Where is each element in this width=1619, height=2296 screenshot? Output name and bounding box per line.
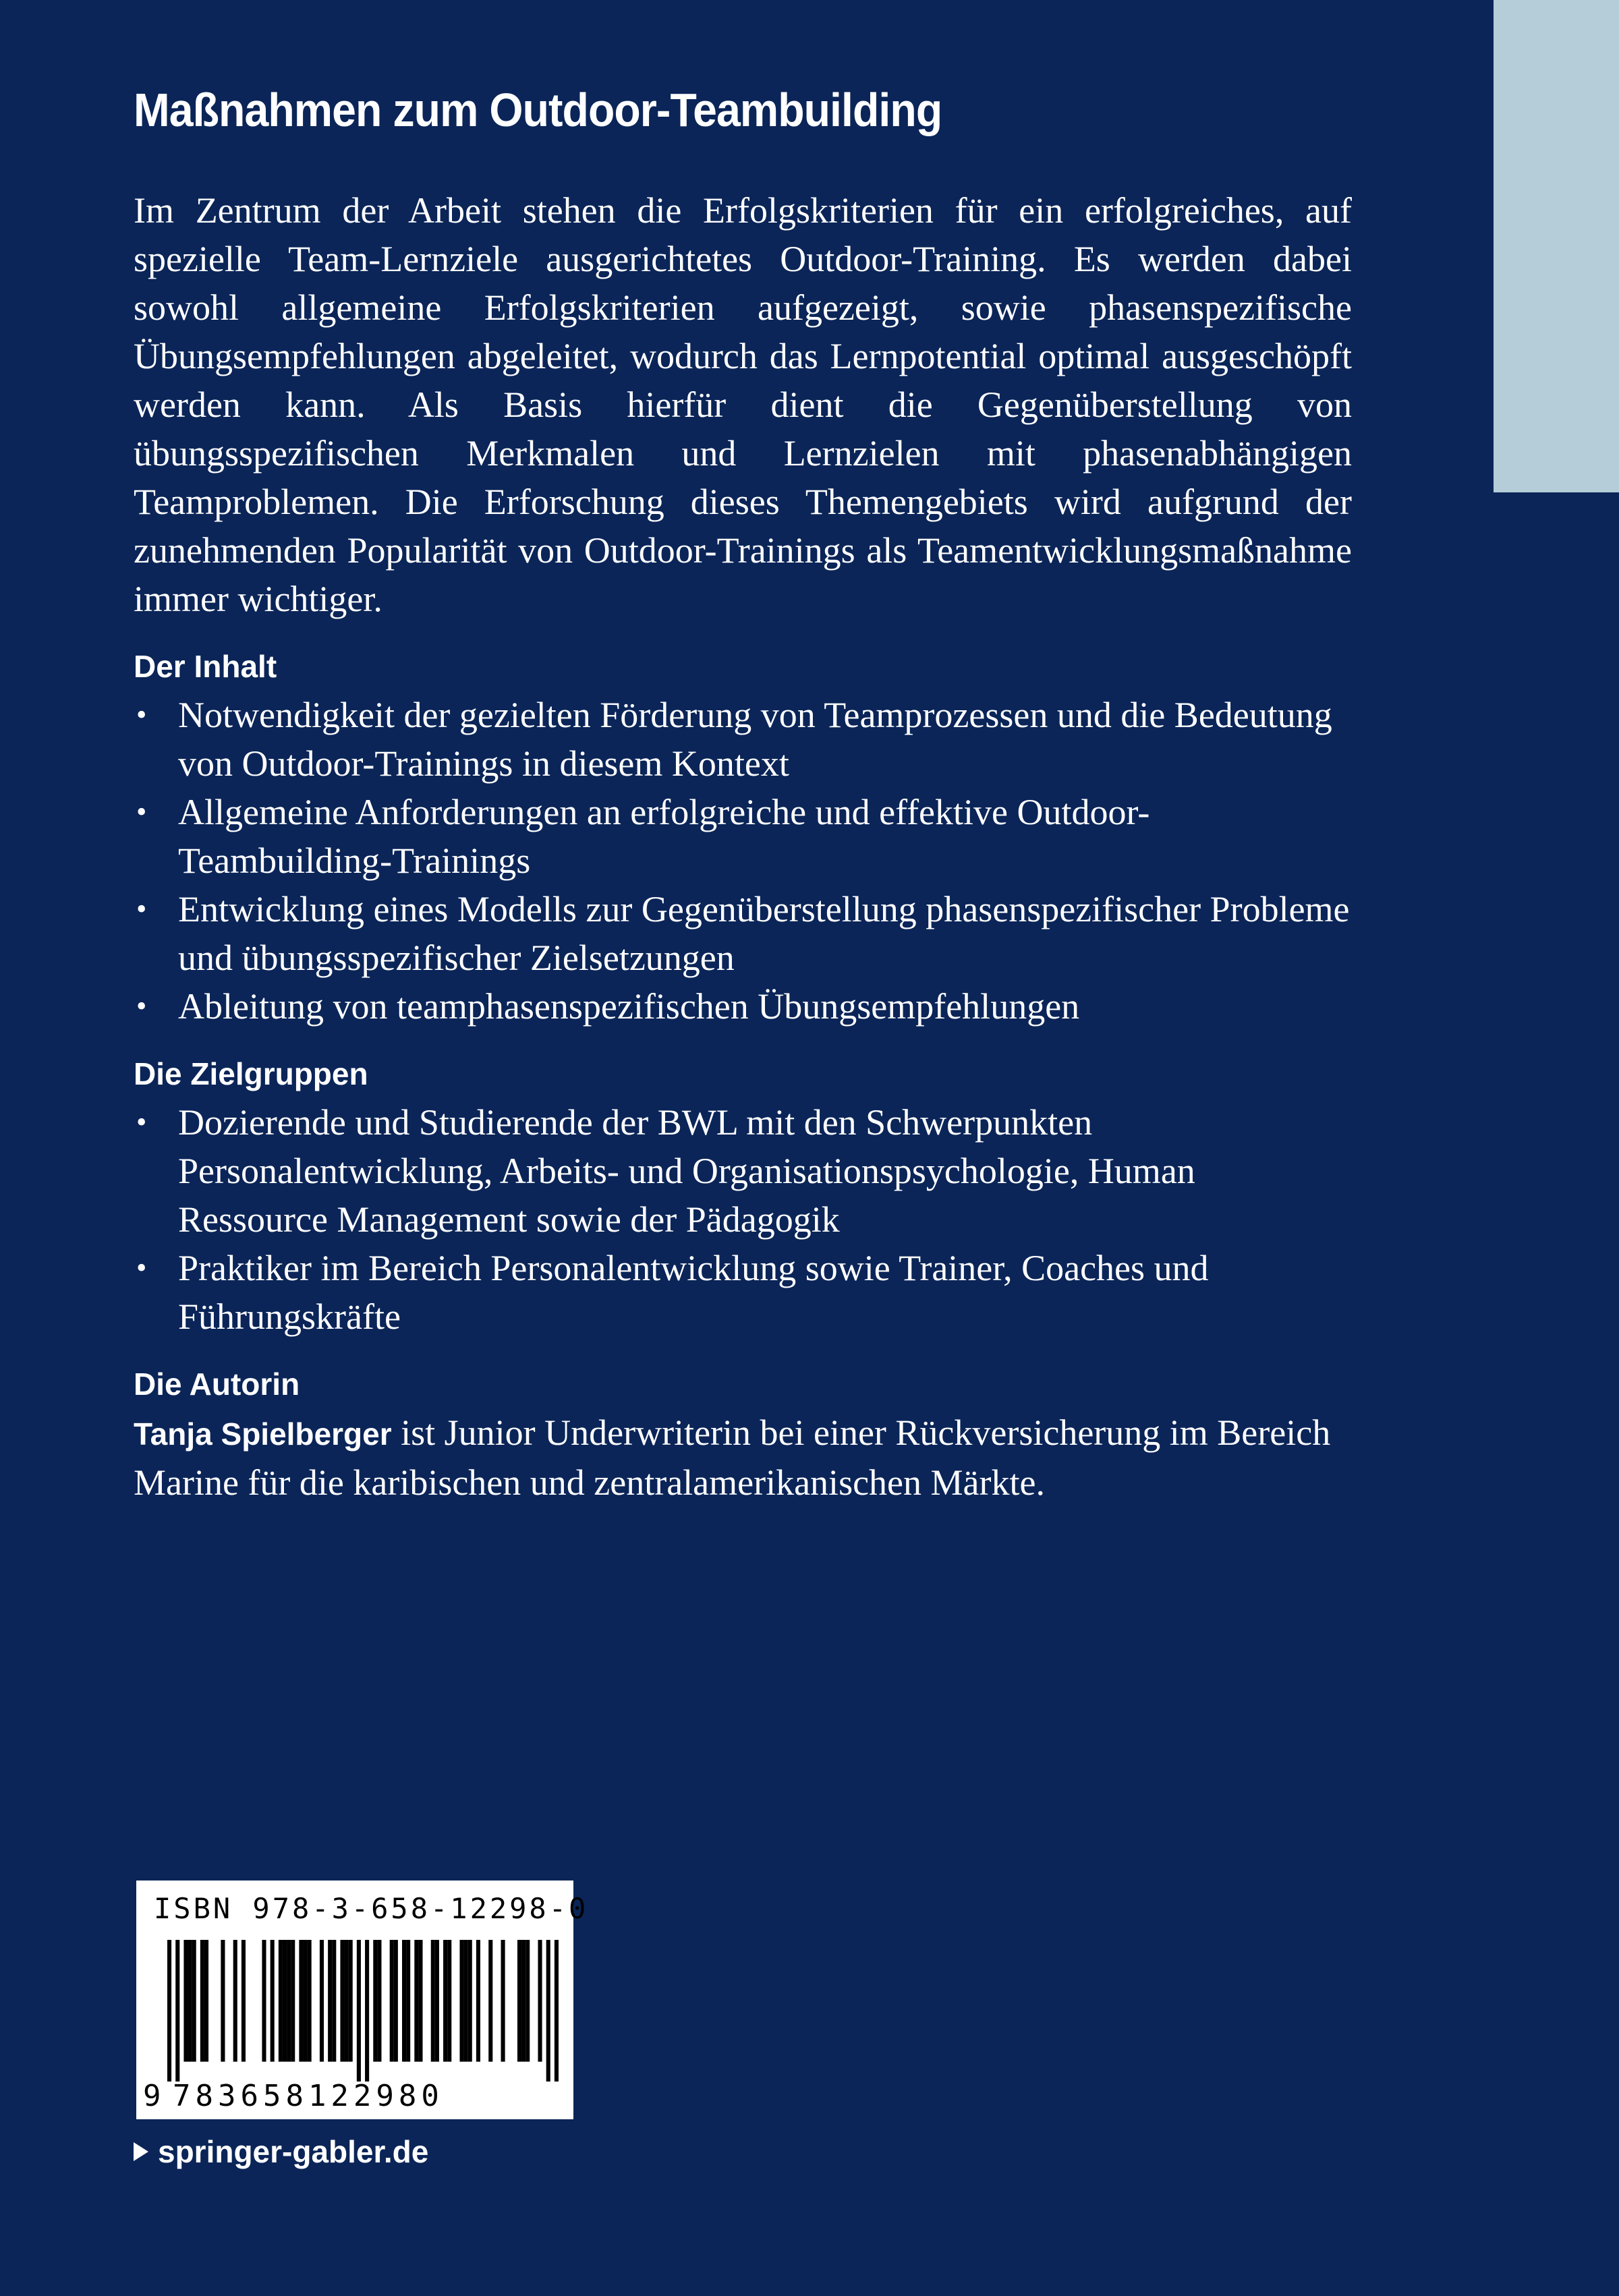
barcode-bar bbox=[299, 1940, 303, 2062]
barcode-bar bbox=[332, 1940, 336, 2062]
barcode-bar bbox=[431, 1940, 435, 2062]
barcode-bar bbox=[476, 1940, 480, 2062]
bullet-icon: • bbox=[136, 795, 147, 828]
bullet-icon: • bbox=[136, 698, 147, 731]
barcode-digits bbox=[143, 2077, 561, 2115]
arrow-right-icon bbox=[134, 2142, 148, 2161]
cover-text bbox=[134, 186, 1352, 1507]
barcode-bar bbox=[287, 1940, 291, 2062]
barcode-bar bbox=[546, 1940, 550, 2082]
list-item: • Ableitung von teamphasenspezifischen Übungsempfehlungen bbox=[134, 982, 1352, 1031]
barcode-bar bbox=[418, 1940, 422, 2062]
barcode-bar bbox=[340, 1940, 344, 2062]
barcode-bar bbox=[291, 1940, 295, 2062]
barcode-bar bbox=[192, 1940, 196, 2062]
barcode-bar bbox=[242, 1940, 246, 2062]
barcode-first-digit: 9 bbox=[143, 2079, 166, 2113]
section-heading-inhalt: Der Inhalt bbox=[134, 649, 277, 684]
barcode-bar bbox=[349, 1940, 353, 2062]
barcode-bar bbox=[357, 1940, 361, 2082]
list-item: • Entwicklung eines Modells zur Gegenüberstellung phasenspezifischer Probleme und übungsspezifischer Zielsetzungen bbox=[134, 885, 1352, 982]
list-item: • Dozierende und Studierende der BWL mit den Schwerpunkten Personalentwicklung, Arbeits- und Organisationspsychologie, Human Ressource Management sowie der Pädagogik bbox=[134, 1098, 1352, 1244]
barcode-bar bbox=[517, 1940, 521, 2062]
barcode-bar bbox=[320, 1940, 324, 2062]
barcode-bar bbox=[188, 1940, 192, 2062]
intro-paragraph: Im Zentrum der Arbeit stehen die Erfolgskriterien für ein erfolgreiches, auf spezielle Team-Lernziele ausgerichtetes Outdoor-Training. Es werden dabei sowohl allgemeine Erfolgskriterien aufgezeigt, sowie phasenspezifische Übungsempfehlungen abgeleitet, wodurch das Lernpotential optimal ausgeschöpft werden kann. Als Basis hierfür dient die Gegenüberstellung von übungsspezifischen Merkmalen und Lernzielen mit phasenabhängigen Teamproblemen. Die Erforschung dieses Themengebiets wird aufgrund der zunehmenden Popularität von Outdoor-Trainings als Teamentwicklungsmaßnahme immer wichtiger. bbox=[134, 190, 1352, 619]
barcode-bar bbox=[402, 1940, 406, 2062]
list-item: • Allgemeine Anforderungen an erfolgreiche und effektive Outdoor-Teambuilding-Trainings bbox=[134, 788, 1352, 885]
barcode-bar bbox=[521, 1940, 526, 2062]
barcode-bar bbox=[406, 1940, 410, 2062]
barcode-bar bbox=[365, 1940, 369, 2082]
author-description: ist Junior Underwriterin bei einer Rückversicherung im Bereich Marine für die karibischen und zentralamerikanischen Märkte. bbox=[134, 1412, 1331, 1503]
barcode-bar bbox=[435, 1940, 439, 2062]
barcode-bar bbox=[526, 1940, 530, 2062]
zielgruppen-list bbox=[134, 1098, 1352, 1341]
section-heading-autorin: Die Autorin bbox=[134, 1367, 300, 1402]
barcode-bar bbox=[414, 1940, 418, 2062]
barcode-bar bbox=[468, 1940, 472, 2062]
barcode-bar bbox=[233, 1940, 237, 2062]
barcode-bar bbox=[271, 1940, 275, 2062]
barcode-bar bbox=[538, 1940, 542, 2062]
website-url: springer-gabler.de bbox=[158, 2134, 429, 2169]
barcode-bar bbox=[373, 1940, 377, 2062]
barcode-bar bbox=[377, 1940, 381, 2062]
barcode-bar bbox=[447, 1940, 451, 2062]
list-item: • Notwendigkeit der gezielten Förderung von Teamprozessen und die Bedeutung von Outdoor-Trainings in diesem Kontext bbox=[134, 691, 1352, 788]
barcode-bar bbox=[200, 1940, 204, 2062]
section-heading-zielgruppen: Die Zielgruppen bbox=[134, 1056, 368, 1091]
barcode-bar bbox=[204, 1940, 208, 2062]
barcode-bar bbox=[183, 1940, 188, 2062]
bullet-icon: • bbox=[136, 1106, 147, 1139]
barcode-bar bbox=[221, 1940, 225, 2062]
bullet-icon: • bbox=[136, 892, 147, 925]
barcode-bar bbox=[308, 1940, 312, 2062]
isbn-label: ISBN 978-3-658-12298-0 bbox=[154, 1892, 589, 1925]
barcode-bar bbox=[501, 1940, 505, 2062]
barcode-bars bbox=[167, 1940, 559, 2082]
author-name: Tanja Spielberger bbox=[134, 1416, 392, 1452]
bullet-icon: • bbox=[136, 989, 147, 1023]
barcode-bar bbox=[464, 1940, 468, 2062]
barcode-bar bbox=[459, 1940, 463, 2062]
barcode-bar bbox=[303, 1940, 307, 2062]
barcode-bar bbox=[443, 1940, 447, 2062]
isbn-barcode bbox=[136, 1881, 589, 2119]
barcode-bar bbox=[279, 1940, 283, 2062]
barcode-number: 783658122980 bbox=[173, 2079, 444, 2113]
inhalt-list bbox=[134, 691, 1352, 1031]
barcode-bar bbox=[555, 1940, 559, 2082]
barcode-bar bbox=[345, 1940, 349, 2062]
barcode-bar bbox=[262, 1940, 266, 2062]
barcode-bar bbox=[328, 1940, 332, 2062]
barcode-bar bbox=[394, 1940, 398, 2062]
barcode-bar bbox=[283, 1940, 287, 2062]
book-title: Maßnahmen zum Outdoor-Teambuilding bbox=[134, 84, 942, 136]
author-bio bbox=[134, 1408, 1352, 1507]
publisher-website[interactable] bbox=[134, 2131, 428, 2172]
barcode-bar bbox=[390, 1940, 394, 2062]
color-tab bbox=[1494, 0, 1619, 492]
barcode-bar bbox=[175, 1940, 179, 2082]
bullet-icon: • bbox=[136, 1251, 147, 1284]
list-item: • Praktiker im Bereich Personalentwicklung sowie Trainer, Coaches und Führungskräfte bbox=[134, 1244, 1352, 1341]
barcode-bar bbox=[488, 1940, 492, 2062]
barcode-bar bbox=[167, 1940, 171, 2082]
